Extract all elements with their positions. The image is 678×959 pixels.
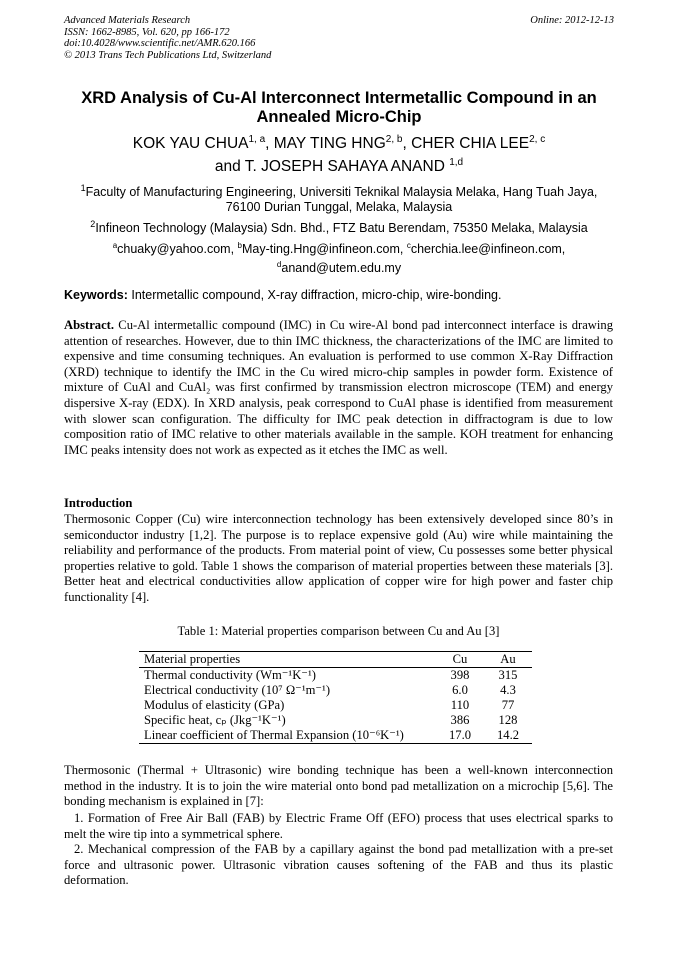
header-cell: Material properties	[139, 652, 436, 668]
abstract-text: Cu-Al intermetallic compound (IMC) in Cu wire-Al bond pad interconnect interface is drawing attention of researches. However, due to thin IMC thickness, the characterizations of the IMC are limited to expensive and time consuming techniques. An evaluation is performed to use common X-Ray Diffraction (XRD) technique to identify the IMC in the Cu wired micro-chip samples in powder form. Existence of mixture of CuAl and CuAl₂ was first confirmed by transmission electron microscope (TEM) and energy dispersive X-ray (EDX). In XRD analysis, peak correspond to CuAl phase is identified from measurement with slower scan configuration. The difficulty for IMC peak detection in diffractogram is due to low composition ratio of IMC relative to other materials available in the sample. KOH treatment for enhancing IMC peaks intensity does not work as expected as it etches the IMC as well.	[64, 318, 613, 457]
material-properties-table	[139, 651, 532, 744]
title-line-2: Annealed Micro-Chip	[256, 108, 422, 126]
intro-paragraph-1: Thermosonic Copper (Cu) wire interconnection technology has been extensively developed since 80’s in semiconductor industry [1,2]. The purpose is to replace expensive gold (Au) wire while maintaining the reliability and performance of the products. From material point of view, Cu possesses some better physical properties relative to gold. Table 1 shows the comparison of material properties between these materials [3]. Better heat and electrical conductivities allow application of copper wire for high power and faster chip functionality [4].	[64, 512, 613, 604]
cell: 14.2	[496, 728, 520, 742]
journal-name: Advanced Materials Research	[64, 15, 191, 26]
aff2-text: Infineon Technology (Malaysia) Sdn. Bhd., FTZ Batu Berendam, 75350 Melaka, Malaysia	[95, 221, 588, 236]
table-row	[139, 668, 532, 684]
author-1: KOK YAU CHUA	[132, 135, 249, 153]
cell: 110	[450, 698, 470, 712]
cell: Thermal conductivity (Wm⁻¹K⁻¹)	[144, 668, 316, 682]
author-3-sup: 2, c	[529, 134, 546, 145]
abstract	[64, 318, 613, 458]
aff1-line1: Faculty of Manufacturing Engineering, Universiti Teknikal Malaysia Melaka, Hang Tuah Jaya,	[85, 185, 598, 200]
issn: ISSN: 1662-8985, Vol. 620, pp 166-172	[64, 26, 230, 38]
cell: 315	[498, 668, 518, 682]
list-item-2: 2. Mechanical compression of the FAB by a capillary against the bond pad metallization with a pre-set force and ultrasonic power. Ultrasonic vibration causes softening of the FAB and thus its plastic deformation.	[64, 842, 613, 888]
keywords-text: Intermetallic compound, X-ray diffraction, micro-chip, wire-bonding.	[127, 288, 502, 302]
author-2-sup: 2, b	[385, 134, 403, 145]
cell: Electrical conductivity (10⁷ Ω⁻¹m⁻¹)	[144, 683, 331, 697]
affiliation-2	[40, 217, 638, 236]
table-row	[139, 728, 532, 744]
cell: Linear coefficient of Thermal Expansion (10⁻⁶K⁻¹)	[144, 728, 404, 742]
author-4-sup: 1,d	[449, 157, 464, 169]
doi: doi:10.4028/www.scientific.net/AMR.620.166	[64, 38, 256, 49]
email-sup: d	[276, 260, 282, 270]
table-row	[139, 698, 532, 713]
author-1-sup: 1, a	[248, 134, 266, 145]
aff2-sup: 2	[90, 219, 96, 229]
abstract-label: Abstract.	[64, 318, 115, 332]
cell: Modulus of elasticity (GPa)	[144, 698, 285, 712]
email-sup: c	[406, 241, 411, 250]
author-4: and T. JOSEPH SAHAYA ANAND	[214, 158, 450, 176]
cell: Specific heat, cₚ (Jkg⁻¹K⁻¹)	[144, 713, 286, 727]
table-header-row	[139, 652, 532, 668]
cell: 77	[501, 698, 515, 712]
emails	[40, 238, 638, 276]
copyright: © 2013 Trans Tech Publications Ltd, Switzerland	[64, 49, 272, 61]
affiliation-1	[40, 181, 638, 215]
cell: 386	[450, 713, 470, 727]
list-item-1: 1. Formation of Free Air Ball (FAB) by Electric Frame Off (EFO) process that uses electrical sparks to melt the wire tip into a symmetrical sphere.	[64, 811, 613, 841]
email-link[interactable]: anand@utem.edu.my	[281, 261, 402, 276]
authors: KOK YAU CHUA$^{1, a}$, MAY TING HNG$^{2, b}$, CHER CHIA LEE$^{2, c}$ and T. JOSEPH SAHAYA ANAND $^{1,d}$	[132, 134, 546, 176]
cell: 6.0	[452, 683, 468, 697]
keywords	[64, 288, 501, 302]
journal-info	[64, 15, 271, 61]
author-3: CHER CHIA LEE	[411, 135, 530, 153]
title-line-1: XRD Analysis of Cu-Al Interconnect Intermetallic Compound in an	[81, 89, 597, 107]
author-2: MAY TING HNG	[273, 135, 386, 153]
header-cell: Au	[484, 652, 532, 668]
cell: 128	[498, 713, 518, 727]
cell: 4.3	[500, 683, 516, 697]
introduction-heading: Introduction	[64, 496, 133, 510]
email-link[interactable]: May-ting.Hng@infineon.com,	[242, 242, 407, 257]
online-date: Online: 2012-12-13	[530, 15, 614, 26]
table-caption: Table 1: Material properties comparison between Cu and Au [3]	[177, 624, 500, 638]
table-row	[139, 713, 532, 728]
cell: 17.0	[448, 728, 472, 742]
aff1-sup: 1	[80, 183, 86, 193]
email-sup: a	[112, 241, 118, 250]
intro-paragraph-2: Thermosonic (Thermal + Ultrasonic) wire bonding technique has been a well-known interconnection method in the industry. It is to join the wire material onto bond pad metallization on a microchip [5,6]. The bonding mechanism is explained in [7]:	[64, 763, 613, 809]
email-link[interactable]: cherchia.lee@infineon.com,	[410, 242, 566, 257]
paper-title	[40, 89, 638, 127]
keywords-label: Keywords:	[64, 288, 128, 302]
email-link[interactable]: chuaky@yahoo.com,	[117, 242, 238, 257]
email-sup: b	[237, 241, 242, 250]
header-cell: Cu	[436, 652, 484, 668]
cell: 398	[450, 668, 470, 682]
table-row	[139, 683, 532, 698]
aff1-line2: 76100 Durian Tunggal, Melaka, Malaysia	[225, 200, 453, 215]
